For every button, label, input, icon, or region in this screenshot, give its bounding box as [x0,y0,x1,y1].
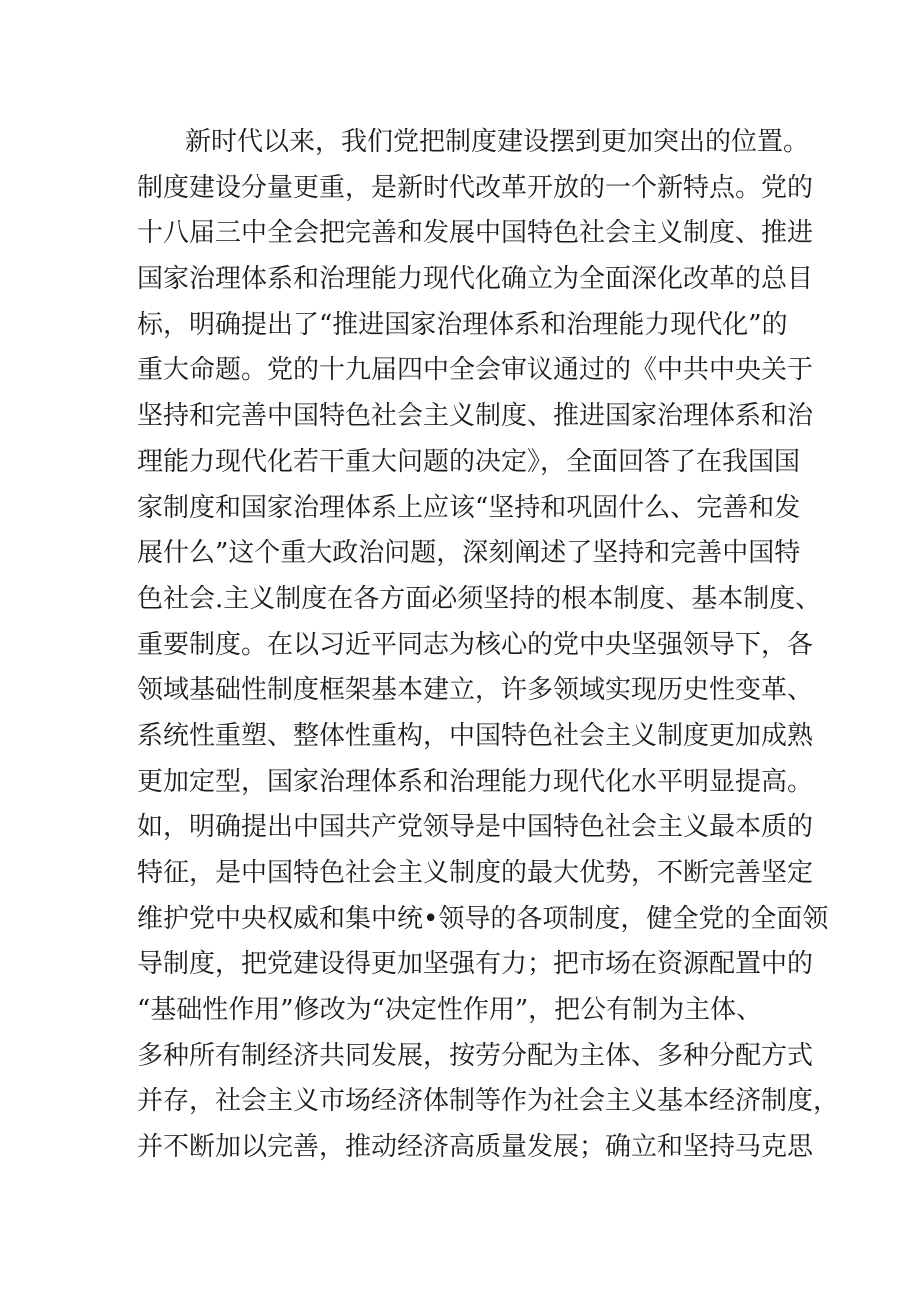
text-line: 十八届三中全会把完善和发展中国特色社会主义制度、推进 [137,218,814,249]
text-line: 国家治理体系和治理能力现代化确立为全面深化改革的总目 [137,264,814,295]
text-line: 特征，是中国特色社会主义制度的最大优势，不断完善坚定 [137,858,814,888]
text-line: 更加定型，国家治理体系和治理能力现代化水平明显提高。 [137,766,814,797]
text-line: 重大命题。党的十九届四中全会审议通过的《中共中央关于 [137,355,814,386]
text-line: 色社会.主义制度在各方面必须坚持的根本制度、基本制度、 [137,583,822,614]
text-line: 系统性重塑、整体性重构，中国特色社会主义制度更加成熟 [137,720,814,751]
text-line: 新时代以来，我们党把制度建设摆到更加突出的位置。 [185,127,810,157]
text-line: 导制度，把党建设得更加坚强有力；把市场在资源配置中的 [137,949,814,980]
text-line: “基础性作用”修改为“决定性作用”，把公有制为主体、 [137,995,763,1026]
body-paragraph [137,120,840,1171]
text-line: 维护党中央权威和集中统•领导的各项制度，健全党的全面领 [137,903,829,934]
text-line: 家制度和国家治理体系上应该“坚持和巩固什么、完善和发 [137,492,801,523]
text-line: 标，明确提出了“推进国家治理体系和治理能力现代化”的 [137,309,788,340]
text-line: 并不断加以完善，推动经济高质量发展；确立和坚持马克思 [137,1132,814,1163]
text-line: 制度建设分量更重，是新时代改革开放的一个新特点。党的 [137,172,814,203]
text-line: 领域基础性制度框架基本建立，许多领域实现历史性变革、 [137,675,814,706]
text-line: 展什么”这个重大政治问题，深刻阐述了坚持和完善中国特 [137,538,801,569]
text-line: 并存，社会主义市场经济体制等作为社会主义基本经济制度， [137,1086,840,1117]
text-line: 重要制度。在以习近平同志为核心的党中央坚强领导下，各 [137,629,814,660]
text-line: 坚持和完善中国特色社会主义制度、推进国家治理体系和治 [137,401,814,432]
text-line: 多种所有制经济共同发展，按劳分配为主体、多种分配方式 [137,1040,814,1071]
text-line: 理能力现代化若干重大问题的决定》，全面回答了在我国国 [137,446,801,477]
text-line: 如，明确提出中国共产党领导是中国特色社会主义最本质的 [137,812,814,843]
